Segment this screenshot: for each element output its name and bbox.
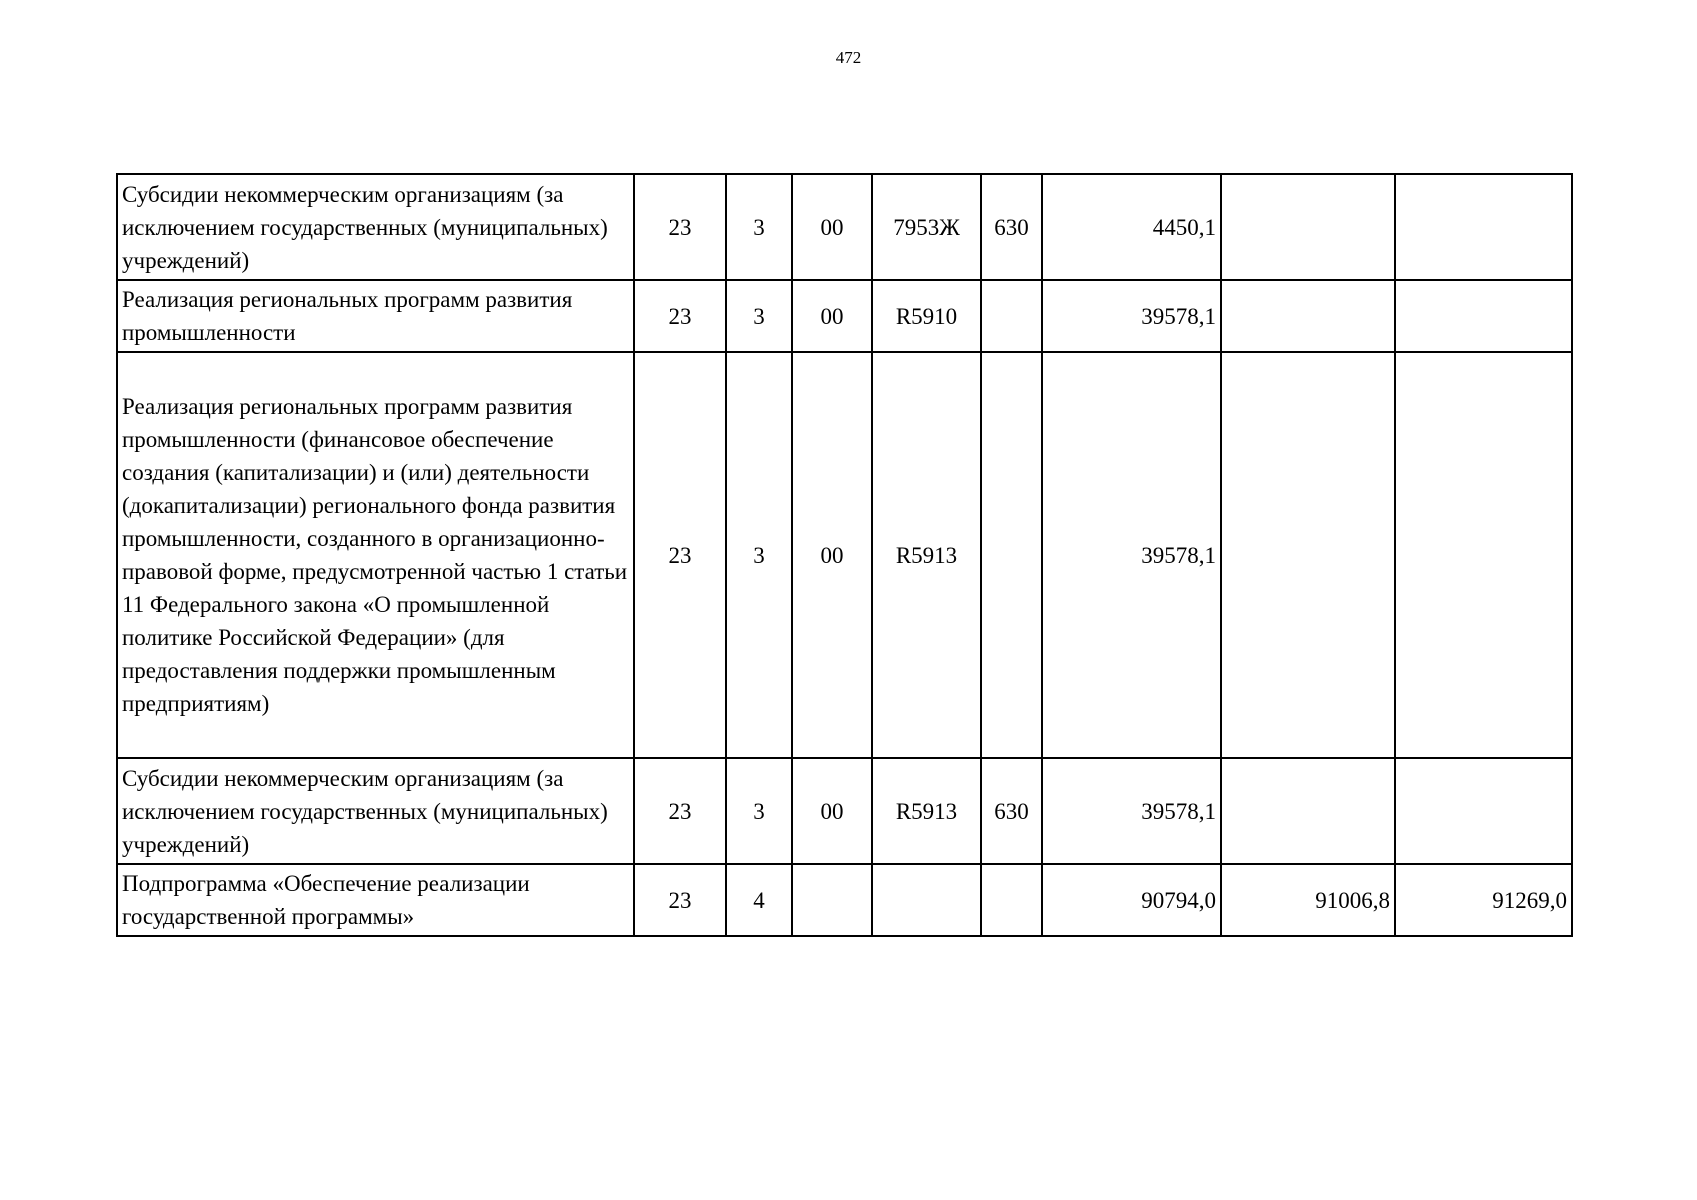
row-code-4: R5913 (872, 352, 981, 758)
row-amount-1: 39578,1 (1042, 758, 1221, 864)
row-code-5 (981, 280, 1042, 352)
row-code-5: 630 (981, 174, 1042, 280)
row-description: Субсидии некоммерческим организациям (за исключением государственных (муниципальных) учреждений) (117, 174, 634, 280)
row-description: Реализация региональных программ развития промышленности (117, 280, 634, 352)
table-row (117, 280, 1572, 352)
page-number: 472 (835, 48, 862, 67)
row-code-4: R5913 (872, 758, 981, 864)
row-amount-2: 91006,8 (1221, 864, 1395, 936)
row-code-4: 7953Ж (872, 174, 981, 280)
row-amount-2 (1221, 758, 1395, 864)
row-amount-3: 91269,0 (1395, 864, 1572, 936)
table-row (117, 758, 1572, 864)
row-amount-2 (1221, 280, 1395, 352)
row-code-3: 00 (792, 758, 872, 864)
row-code-5 (981, 352, 1042, 758)
row-code-2: 3 (726, 174, 792, 280)
row-amount-1: 4450,1 (1042, 174, 1221, 280)
budget-table (116, 173, 1573, 937)
table-row (117, 352, 1572, 758)
row-description: Подпрограмма «Обеспечение реализации государственной программы» (117, 864, 634, 936)
row-amount-3 (1395, 758, 1572, 864)
row-code-1: 23 (634, 352, 726, 758)
row-code-3: 00 (792, 280, 872, 352)
row-code-1: 23 (634, 280, 726, 352)
row-code-3: 00 (792, 174, 872, 280)
row-code-2: 3 (726, 280, 792, 352)
row-amount-3 (1395, 352, 1572, 758)
row-code-1: 23 (634, 174, 726, 280)
row-code-5: 630 (981, 758, 1042, 864)
row-code-3: 00 (792, 352, 872, 758)
table-row (117, 864, 1572, 936)
row-code-3 (792, 864, 872, 936)
row-amount-1: 39578,1 (1042, 280, 1221, 352)
row-amount-1: 90794,0 (1042, 864, 1221, 936)
row-description: Реализация региональных программ развития промышленности (финансовое обеспечение создания (капитализации) и (или) деятельности (докапитализации) регионального фонда развития промышленности, созданного в организационно-правовой форме, предусмотренной частью 1 статьи 11 Федерального закона «О промышленной политике Российской Федерации» (для предоставления поддержки промышленным предприятиям) (117, 352, 634, 758)
row-amount-3 (1395, 174, 1572, 280)
row-amount-1: 39578,1 (1042, 352, 1221, 758)
row-amount-3 (1395, 280, 1572, 352)
row-description: Субсидии некоммерческим организациям (за исключением государственных (муниципальных) учреждений) (117, 758, 634, 864)
row-code-4: R5910 (872, 280, 981, 352)
row-code-5 (981, 864, 1042, 936)
row-code-2: 3 (726, 758, 792, 864)
row-code-2: 3 (726, 352, 792, 758)
row-code-2: 4 (726, 864, 792, 936)
row-code-4 (872, 864, 981, 936)
row-amount-2 (1221, 174, 1395, 280)
row-amount-2 (1221, 352, 1395, 758)
row-code-1: 23 (634, 864, 726, 936)
table-row (117, 174, 1572, 280)
row-code-1: 23 (634, 758, 726, 864)
